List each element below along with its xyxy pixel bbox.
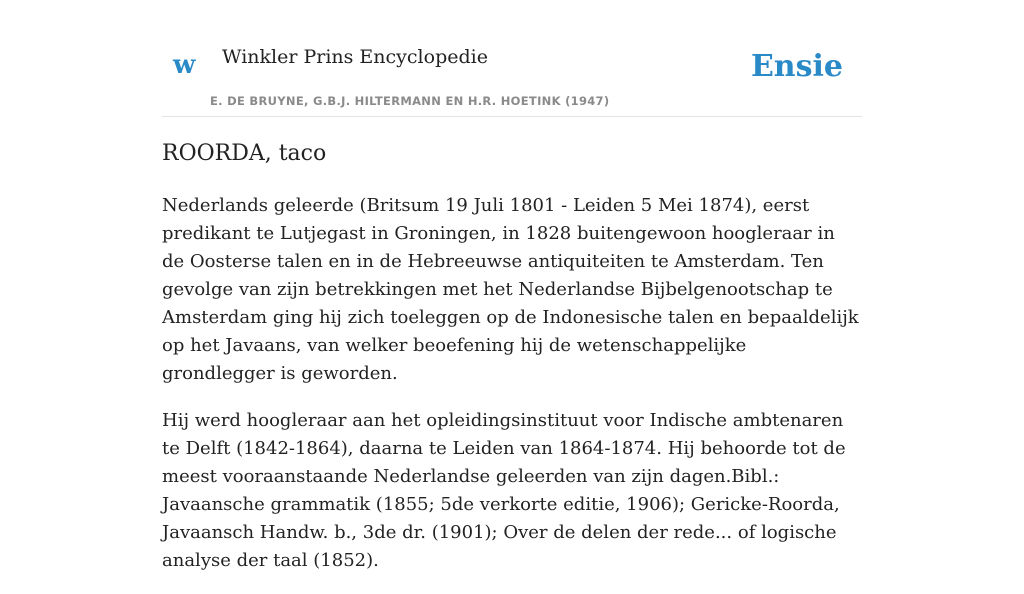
ensie-brand-logo[interactable]: Ensie bbox=[750, 49, 843, 84]
page bbox=[162, 0, 862, 571]
work-authors: E. DE BRUYNE, G.B.J. HILTERMANN EN H.R. HOETINK (1947) bbox=[210, 94, 610, 108]
work-title[interactable]: Winkler Prins Encyclopedie bbox=[222, 46, 488, 68]
entry-title: ROORDA, taco bbox=[162, 141, 327, 166]
encyclopedia-logo[interactable]: w bbox=[173, 50, 196, 80]
site-header bbox=[162, 0, 862, 117]
entry-paragraph: Nederlands geleerde (Britsum 19 Juli 1801 - Leiden 5 Mei 1874), eerst predikant te Lutjegast in Groningen, in 1828 buitengewoon hoogleraar in de Oosterse talen en in de Hebreeuwse antiquiteiten te Amsterdam. Ten gevolge van zijn betrekkingen met het Nederlandse Bijbelgenootschap te Amsterdam ging hij zich toeleggen op de Indonesische talen en bepaaldelijk op het Javaans, van welker beoefening hij de wetenschappelijke grondlegger is geworden. bbox=[162, 195, 859, 384]
entry-body bbox=[162, 192, 862, 594]
entry-paragraph: Hij werd hoogleraar aan het opleidingsinstituut voor Indische ambtenaren te Delft (1842-1864), daarna te Leiden van 1864-1874. Hij behoorde tot de meest vooraanstaande Nederlandse geleerden van zijn dagen.Bibl.: Javaansche grammatik (1855; 5de verkorte editie, 1906); Gericke-Roorda, Javaansch Handw. b., 3de dr. (1901); Over de delen der rede... of logische analyse der taal (1852). bbox=[162, 410, 846, 571]
